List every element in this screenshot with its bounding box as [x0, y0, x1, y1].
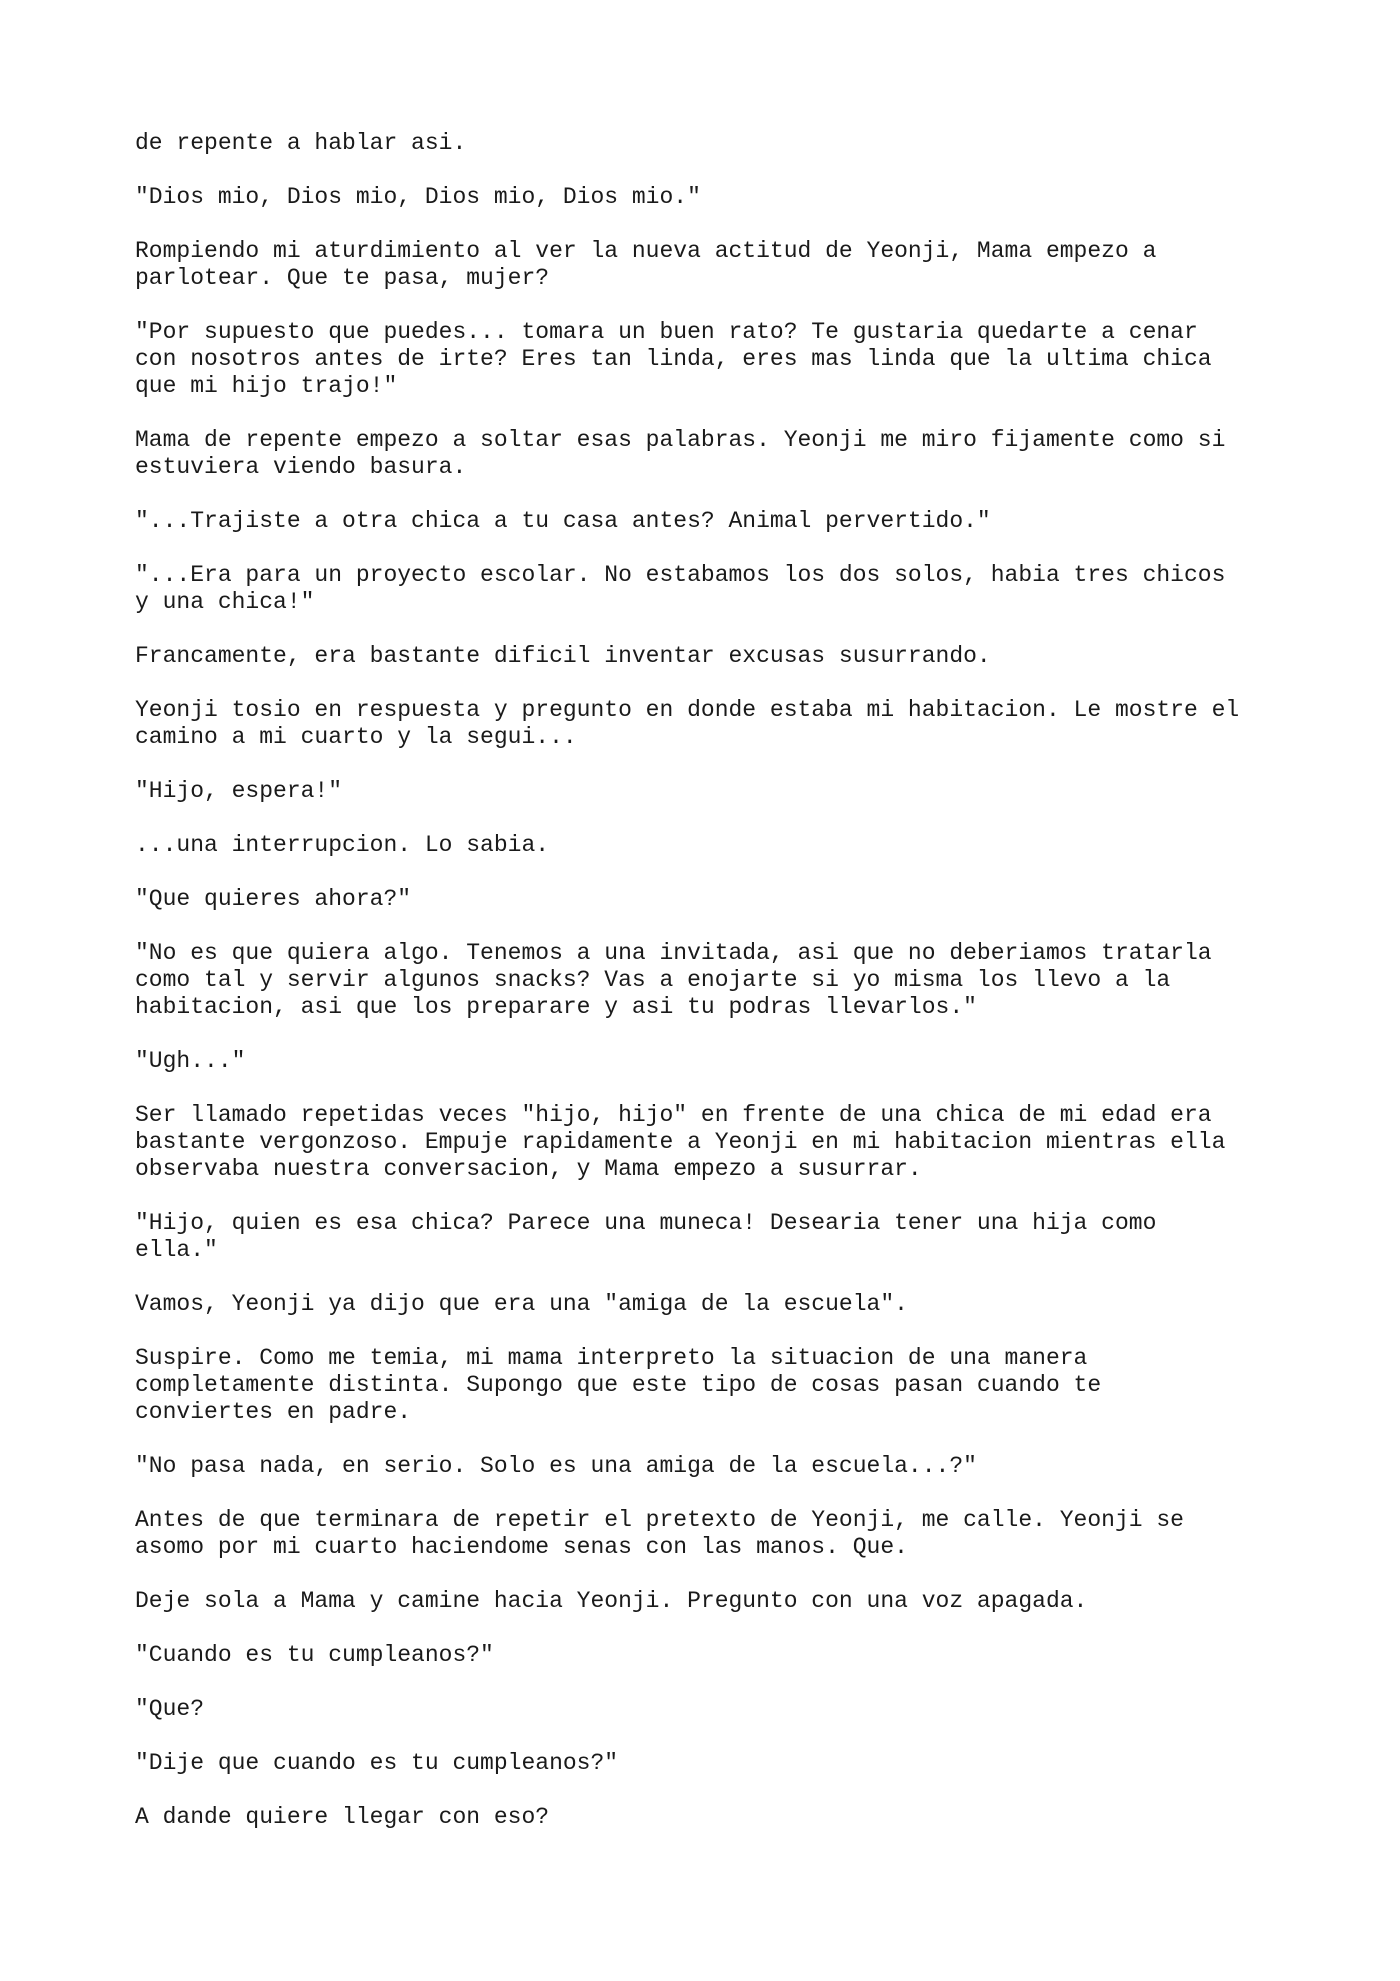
text-line: "Ugh...": [135, 1048, 246, 1074]
text-line: Suspire. Como me temia, mi mama interpreto la situacion de una manera: [135, 1345, 1088, 1371]
text-line: ...una interrupcion. Lo sabia.: [135, 832, 550, 858]
text-line: "Que?: [135, 1696, 205, 1722]
text-line: Deje sola a Mama y camine hacia Yeonji. Pregunto con una voz apagada.: [135, 1588, 1088, 1614]
text-line: "No pasa nada, en serio. Solo es una amiga de la escuela...?": [135, 1453, 977, 1479]
text-line: habitacion, asi que los preparare y asi tu podras llevarlos.": [135, 994, 977, 1020]
text-line: Rompiendo mi aturdimiento al ver la nueva actitud de Yeonji, Mama empezo a: [135, 238, 1157, 264]
document-body: [135, 130, 1285, 1858]
text-line: Vamos, Yeonji ya dijo que era una "amiga de la escuela".: [135, 1291, 908, 1317]
text-line: "Hijo, quien es esa chica? Parece una muneca! Desearia tener una hija como: [135, 1210, 1157, 1236]
paragraph: [135, 697, 1285, 751]
text-line: observaba nuestra conversacion, y Mama empezo a susurrar.: [135, 1156, 922, 1182]
text-line: "Dios mio, Dios mio, Dios mio, Dios mio.": [135, 184, 701, 210]
paragraph: [135, 1048, 1285, 1075]
paragraph: [135, 1507, 1285, 1561]
paragraph: [135, 1804, 1285, 1831]
text-line: camino a mi cuarto y la segui...: [135, 724, 577, 750]
text-line: como tal y servir algunos snacks? Vas a enojarte si yo misma los llevo a la: [135, 967, 1171, 993]
paragraph: [135, 832, 1285, 859]
paragraph: [135, 319, 1285, 400]
paragraph: [135, 1345, 1285, 1426]
text-line: "...Trajiste a otra chica a tu casa antes? Animal pervertido.": [135, 508, 991, 534]
text-line: que mi hijo trajo!": [135, 373, 398, 399]
text-line: "Por supuesto que puedes... tomara un buen rato? Te gustaria quedarte a cenar: [135, 319, 1198, 345]
text-line: Yeonji tosio en respuesta y pregunto en donde estaba mi habitacion. Le mostre el: [135, 697, 1240, 723]
text-line: "...Era para un proyecto escolar. No estabamos los dos solos, habia tres chicos: [135, 562, 1226, 588]
paragraph: [135, 1588, 1285, 1615]
text-line: "No es que quiera algo. Tenemos a una invitada, asi que no deberiamos tratarla: [135, 940, 1212, 966]
text-line: "Cuando es tu cumpleanos?": [135, 1642, 494, 1668]
paragraph: [135, 1642, 1285, 1669]
paragraph: [135, 940, 1285, 1021]
paragraph: [135, 238, 1285, 292]
text-line: "Hijo, espera!": [135, 778, 343, 804]
paragraph: [135, 778, 1285, 805]
paragraph: [135, 184, 1285, 211]
text-line: y una chica!": [135, 589, 315, 615]
text-line: A dande quiere llegar con eso?: [135, 1804, 550, 1830]
text-line: estuviera viendo basura.: [135, 454, 467, 480]
text-line: de repente a hablar asi.: [135, 130, 467, 156]
text-line: Mama de repente empezo a soltar esas palabras. Yeonji me miro fijamente como si: [135, 427, 1226, 453]
text-line: ella.": [135, 1237, 218, 1263]
paragraph: [135, 1291, 1285, 1318]
paragraph: [135, 886, 1285, 913]
paragraph: [135, 1696, 1285, 1723]
text-line: asomo por mi cuarto haciendome senas con las manos. Que.: [135, 1534, 908, 1560]
text-line: "Dije que cuando es tu cumpleanos?": [135, 1750, 619, 1776]
paragraph: [135, 1750, 1285, 1777]
text-line: con nosotros antes de irte? Eres tan linda, eres mas linda que la ultima chica: [135, 346, 1212, 372]
paragraph: [135, 562, 1285, 616]
paragraph: [135, 508, 1285, 535]
text-line: "Que quieres ahora?": [135, 886, 412, 912]
text-line: completamente distinta. Supongo que este tipo de cosas pasan cuando te: [135, 1372, 1102, 1398]
paragraph: [135, 1102, 1285, 1183]
text-line: Antes de que terminara de repetir el pretexto de Yeonji, me calle. Yeonji se: [135, 1507, 1184, 1533]
paragraph: [135, 1453, 1285, 1480]
paragraph: [135, 130, 1285, 157]
paragraph: [135, 1210, 1285, 1264]
text-line: bastante vergonzoso. Empuje rapidamente a Yeonji en mi habitacion mientras ella: [135, 1129, 1226, 1155]
paragraph: [135, 643, 1285, 670]
text-line: Francamente, era bastante dificil inventar excusas susurrando.: [135, 643, 991, 669]
text-line: conviertes en padre.: [135, 1399, 412, 1425]
paragraph: [135, 427, 1285, 481]
text-line: Ser llamado repetidas veces "hijo, hijo" en frente de una chica de mi edad era: [135, 1102, 1212, 1128]
text-line: parlotear. Que te pasa, mujer?: [135, 265, 550, 291]
